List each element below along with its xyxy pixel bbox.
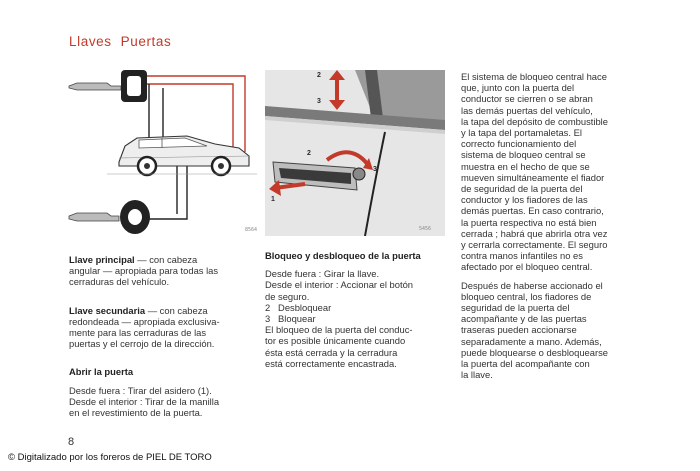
open-door-line: en el revestimiento de la puerta. — [69, 407, 203, 419]
text-line: conductor y los fiadores de las — [461, 194, 588, 206]
footer-credit: © Digitalizado por los foreros de PIEL DE TORO — [8, 452, 212, 463]
open-door-heading: Abrir la puerta — [69, 366, 134, 378]
text-line: El sistema de bloqueo central hace — [461, 71, 607, 82]
text-line: muestra en el hecho de que se — [461, 160, 590, 172]
door-handle-illustration — [265, 70, 445, 236]
spare-key-line: — con cabeza — [147, 304, 208, 316]
spare-key-line: redondeada — apropiada exclusiva- — [69, 315, 220, 327]
lock-outside-line: Desde fuera : Girar la llave. — [265, 268, 380, 280]
open-door-line: Desde el interior : Tirar de la manilla — [69, 395, 220, 407]
spare-key-line: mente para las cerraduras de las — [69, 327, 207, 339]
text-line: acompañante y de las puertas — [461, 313, 587, 325]
text-line: la tapa del depósito de combustible — [461, 115, 608, 127]
text-line: que, junto con la puerta del — [461, 82, 575, 94]
open-door-line: Desde fuera : Tirar del asidero (1). — [69, 384, 212, 396]
lock-note-line: tor es posible únicamente cuando — [265, 335, 406, 347]
lock-note-line: está correctamente encastrada. — [265, 357, 397, 369]
header-keys: Llaves — [69, 34, 112, 49]
text-line: Después de haberse accionado el — [461, 279, 603, 291]
callout-3-top: 3 — [317, 98, 321, 105]
right-column — [461, 71, 661, 380]
text-line: bloqueo central, los fiadores de — [461, 290, 592, 302]
text-line: sistema de bloqueo central se — [461, 149, 586, 161]
text-line: traseras pueden accionarse — [461, 324, 577, 336]
text-line: puede bloquearse o desbloquearse — [461, 346, 608, 358]
figure-code-left: 8564 — [245, 227, 257, 233]
callout-3-handle: 3 — [373, 166, 377, 173]
text-line: separadamente a mano. Además, — [461, 335, 602, 347]
lock-inside-line: Desde el interior : Accionar el botón — [265, 279, 413, 291]
text-line: y cerrarla correctamente. El seguro — [461, 239, 608, 251]
callout-1: 1 — [271, 196, 275, 203]
text-line: contra manos infantiles no es — [461, 250, 583, 262]
main-key-line: angular — apropiada para todas las — [69, 265, 219, 277]
text-line: cerrada ; habrá que abrirla otra vez — [461, 227, 608, 239]
passenger-lock-paragraph — [461, 280, 661, 381]
text-line: la puerta del acompañante con — [461, 358, 590, 370]
list-item-label: Bloquear — [278, 313, 316, 325]
list-item-number: 2 — [265, 301, 271, 313]
middle-column — [265, 250, 455, 369]
callout-2-handle: 2 — [307, 150, 311, 157]
list-item — [265, 302, 455, 313]
left-column — [69, 254, 259, 418]
text-line: mueven simultáneamente el fiador — [461, 171, 605, 183]
text-line: las demás puertas del vehículo, — [461, 104, 593, 116]
main-key-heading: Llave principal — [69, 254, 135, 265]
main-key-line: — con cabeza — [137, 254, 198, 265]
figure-code-right: 5456 — [419, 226, 432, 232]
lock-note-line: ésta está cerrada y la cerradura — [265, 346, 398, 358]
lock-inside-line: de seguro. — [265, 290, 310, 302]
callout-2-top: 2 — [317, 72, 321, 79]
text-line: conductor se cierren o se abran — [461, 93, 593, 105]
main-key-line: cerraduras del vehículo. — [69, 276, 170, 288]
list-item — [265, 313, 455, 324]
list-item-label: Desbloquear — [278, 301, 332, 313]
spare-key-heading: Llave secundaria — [69, 304, 146, 316]
central-lock-paragraph — [461, 71, 661, 273]
lock-section-heading: Bloqueo y desbloqueo de la puerta — [265, 250, 421, 261]
lock-note-line: El bloqueo de la puerta del conduc- — [265, 324, 413, 336]
keys-car-illustration — [67, 64, 257, 244]
spare-key-line: puertas y el cerrojo de la dirección. — [69, 338, 215, 350]
text-line: la puerta respectiva no está bien — [461, 216, 597, 228]
page-header — [69, 34, 171, 49]
header-doors: Puertas — [120, 34, 172, 49]
text-line: demás puertas. En caso contrario, — [461, 205, 604, 217]
page-number: 8 — [68, 436, 75, 448]
text-line: y la tapa del portamaletas. El — [461, 127, 582, 139]
list-item-number: 3 — [265, 313, 271, 325]
text-line: seguridad de la puerta del — [461, 302, 570, 314]
text-line: afectado por el bloqueo central. — [461, 261, 593, 273]
text-line: de seguridad de la puerta del — [461, 183, 583, 195]
text-line: correcto funcionamiento del — [461, 138, 577, 150]
text-line: la llave. — [461, 369, 493, 381]
